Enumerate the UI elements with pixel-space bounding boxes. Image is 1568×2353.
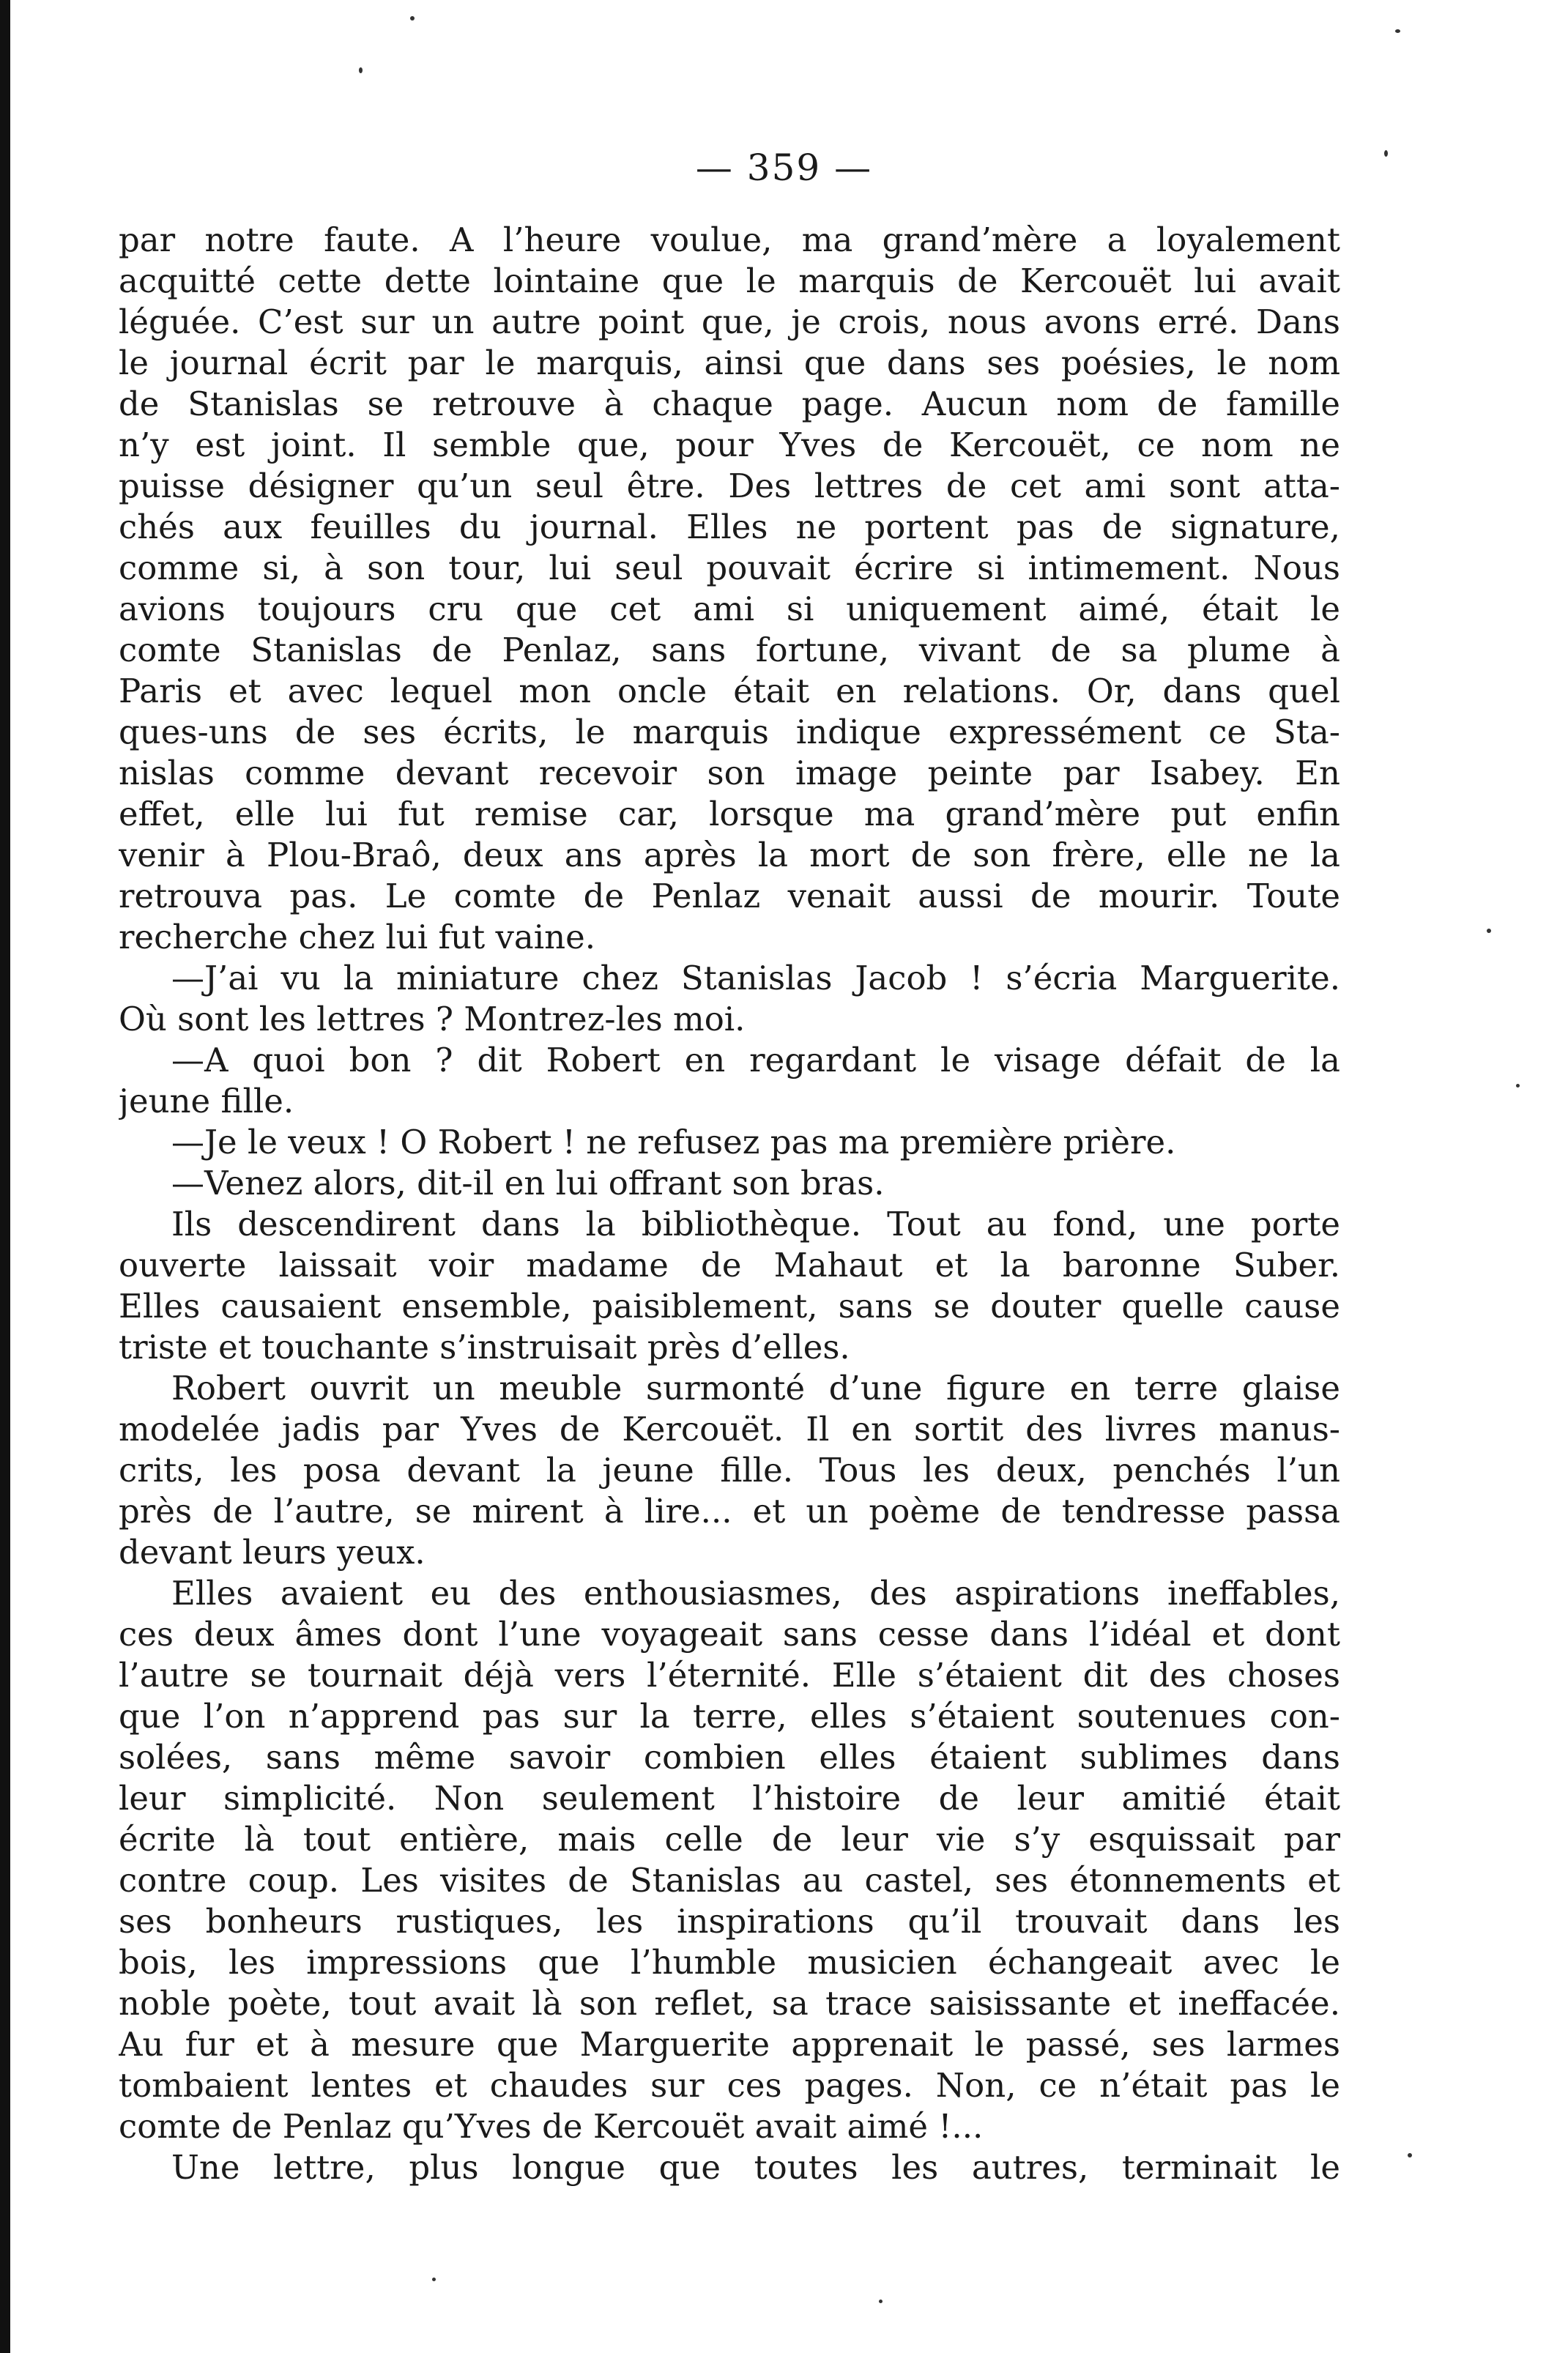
body-text [119,220,1340,2188]
text-line: —Je le veux ! O Robert ! ne refusez pas ma première prière. [171,1123,1176,1161]
text-line: par notre faute. A l’heure voulue, ma grand’mère a loyalement [119,220,1340,259]
text-line: comme si, à son tour, lui seul pouvait écrire si intimement. Nous [119,549,1340,587]
scan-speck [410,16,415,21]
text-line: acquitté cette dette lointaine que le marquis de Kercouët lui avait [119,261,1340,300]
text-line: venir à Plou-Braô, deux ans après la mort de son frère, elle ne la [119,836,1340,874]
text-line: Elles causaient ensemble, paisiblement, sans se douter quelle cause [119,1287,1340,1326]
text-line: effet, elle lui fut remise car, lorsque ma grand’mère put enfin [119,795,1340,833]
text-line: avions toujours cru que cet ami si uniquement aimé, était le [119,590,1340,628]
scan-speck [879,2300,883,2303]
text-line: Robert ouvrit un meuble surmonté d’une figure en terre glaise [171,1369,1340,1408]
scan-speck [1487,929,1491,933]
text-line: Ils descendirent dans la bibliothèque. Tout au fond, une porte [171,1205,1340,1244]
text-line: n’y est joint. Il semble que, pour Yves de Kercouët, ce nom ne [119,425,1340,464]
text-line: bois, les impressions que l’humble musicien échangeait avec le [119,1943,1340,1982]
text-line: jeune fille. [119,1082,294,1120]
scan-speck [432,2278,436,2281]
scan-speck [1516,1084,1520,1088]
text-line: retrouva pas. Le comte de Penlaz venait aussi de mourir. Toute [119,877,1340,915]
scan-speck [1408,2153,1412,2157]
scan-speck [1384,150,1388,157]
text-line: crits, les posa devant la jeune fille. Tous les deux, penchés l’un [119,1451,1340,1490]
text-line: que l’on n’apprend pas sur la terre, elles s’étaient soutenues con- [119,1697,1340,1736]
text-line: modelée jadis par Yves de Kercouët. Il en sortit des livres manus- [119,1410,1340,1449]
scan-speck [1395,29,1400,33]
page-number: — 359 — [695,146,873,189]
text-line: chés aux feuilles du journal. Elles ne portent pas de signature, [119,508,1340,546]
scan-speck [359,67,363,73]
text-line: comte Stanislas de Penlaz, sans fortune, vivant de sa plume à [119,631,1340,669]
text-line: le journal écrit par le marquis, ainsi que dans ses poésies, le nom [119,343,1340,382]
text-line: léguée. C’est sur un autre point que, je crois, nous avons erré. Dans [119,302,1340,341]
text-line: ces deux âmes dont l’une voyageait sans cesse dans l’idéal et dont [119,1615,1340,1654]
text-line: —Venez alors, dit-il en lui offrant son bras. [171,1164,885,1202]
text-line: comte de Penlaz qu’Yves de Kercouët avait aimé !... [119,2107,984,2146]
text-line: ques-uns de ses écrits, le marquis indique expressément ce Sta- [119,713,1340,751]
text-line: Au fur et à mesure que Marguerite apprenait le passé, ses larmes [119,2025,1340,2064]
text-line: Où sont les lettres ? Montrez-les moi. [119,1000,746,1038]
text-line: solées, sans même savoir combien elles étaient sublimes dans [119,1738,1340,1777]
text-line: —J’ai vu la miniature chez Stanislas Jacob ! s’écria Marguerite. [171,959,1340,997]
text-line: leur simplicité. Non seulement l’histoire de leur amitié était [119,1779,1340,1818]
text-line: —A quoi bon ? dit Robert en regardant le visage défait de la [171,1041,1340,1079]
text-line: recherche chez lui fut vaine. [119,918,596,956]
scan-edge [0,0,10,2353]
text-line: Une lettre, plus longue que toutes les autres, terminait le [171,2148,1340,2187]
text-line: puisse désigner qu’un seul être. Des lettres de cet ami sont atta- [119,466,1340,505]
text-line: tombaient lentes et chaudes sur ces pages. Non, ce n’était pas le [119,2066,1340,2105]
text-line: Elles avaient eu des enthousiasmes, des aspirations ineffables, [171,1574,1340,1613]
text-line: écrite là tout entière, mais celle de leur vie s’y esquissait par [119,1820,1340,1859]
text-line: près de l’autre, se mirent à lire... et un poème de tendresse passa [119,1492,1340,1531]
text-line: contre coup. Les visites de Stanislas au castel, ses étonnements et [119,1861,1340,1900]
text-line: devant leurs yeux. [119,1533,426,1572]
text-line: noble poète, tout avait là son reflet, sa trace saisissante et ineffacée. [119,1984,1340,2023]
text-line: Paris et avec lequel mon oncle était en relations. Or, dans quel [119,672,1340,710]
text-line: ouverte laissait voir madame de Mahaut et la baronne Suber. [119,1246,1340,1285]
text-line: nislas comme devant recevoir son image peinte par Isabey. En [119,754,1340,792]
text-line: ses bonheurs rustiques, les inspirations qu’il trouvait dans les [119,1902,1340,1941]
text-line: triste et touchante s’instruisait près d’elles. [119,1328,850,1367]
text-line: l’autre se tournait déjà vers l’éternité. Elle s’étaient dit des choses [119,1656,1340,1695]
text-line: de Stanislas se retrouve à chaque page. Aucun nom de famille [119,384,1340,423]
